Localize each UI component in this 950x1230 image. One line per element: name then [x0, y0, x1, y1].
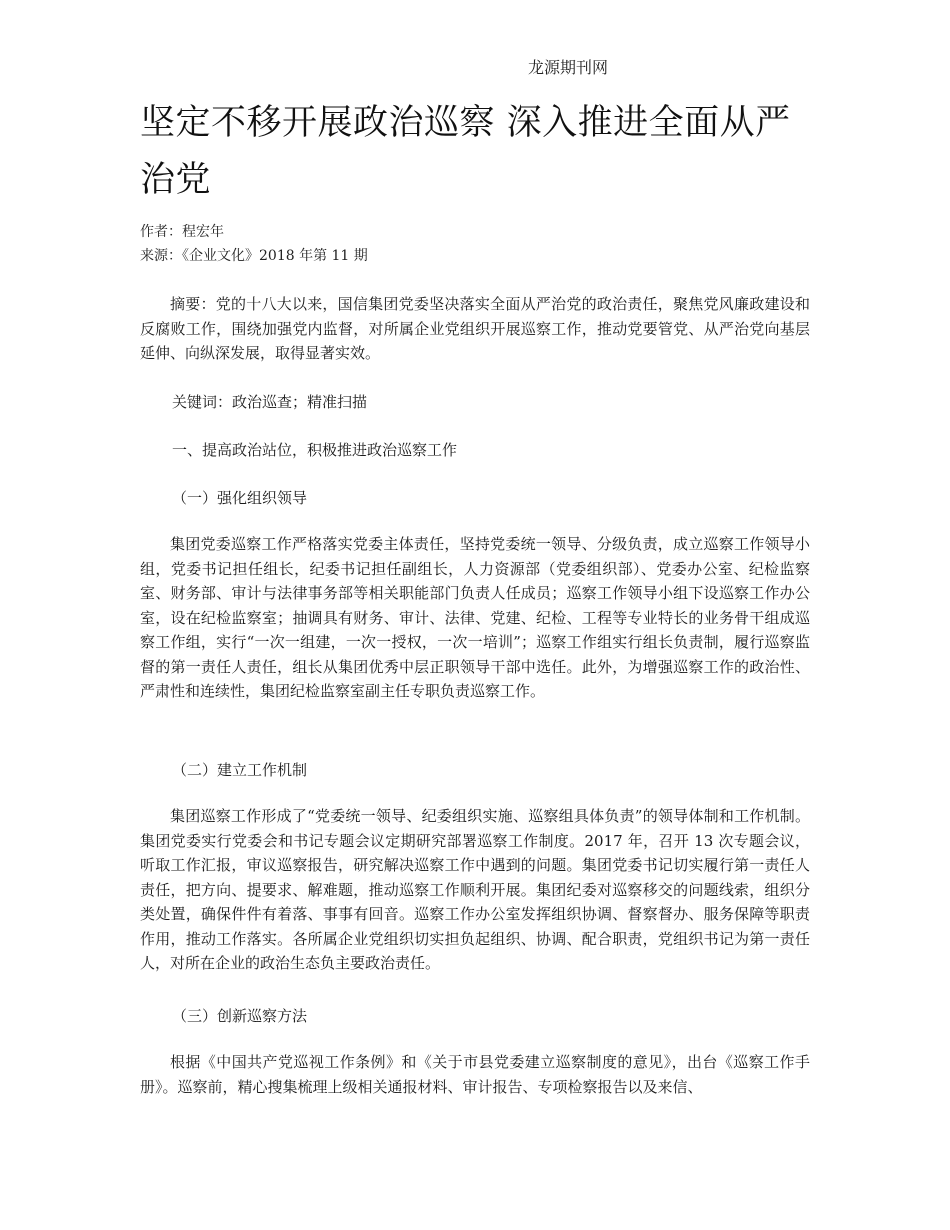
- article-source: 来源：《企业文化》2018 年第 11 期: [140, 248, 368, 264]
- subsection-heading-1: （一）强化组织领导: [172, 489, 308, 507]
- keywords: 关键词：政治巡查；精准扫描: [172, 393, 368, 411]
- article-title: 坚定不移开展政治巡察 深入推进全面从严治党: [140, 103, 791, 200]
- body-paragraph-3: 根据《中国共产党巡视工作条例》和《关于市县党委建立巡察制度的意见》，出台《巡察工作手册》。巡察前，精心搜集梳理上级相关通报材料、审计报告、专项检察报告以及来信、: [140, 1053, 810, 1096]
- article-author: 作者：程宏年: [140, 224, 224, 240]
- body-paragraph-2: 集团巡察工作形成了“党委统一领导、纪委组织实施、巡察组具体负责”的领导体制和工作机制。集团党委实行党委会和书记专题会议定期研究部署巡察工作制度。2017 年，召开 13 次专题会议，听取工作汇报，审议巡察报告，研究解决巡察工作中遇到的问题。集团党委书记切实履行第一责任人责任，把方向、提要求、解难题，推动巡察工作顺利开展。集团纪委对巡察移交的问题线索，组织分类处置，确保件件有着落、事事有回音。巡察工作办公室发挥组织协调、督察督办、服务保障等职责作用，推动工作落实。各所属企业党组织切实担负起组织、协调、配合职责，党组织书记为第一责任人，对所在企业的政治生态负主要政治责任。: [140, 807, 810, 972]
- subsection-heading-2: （二）建立工作机制: [172, 761, 308, 779]
- section-heading-1: 一、提高政治站位，积极推进政治巡察工作: [172, 441, 458, 459]
- abstract-paragraph: 摘要：党的十八大以来，国信集团党委坚决落实全面从严治党的政治责任，聚焦党风廉政建设和反腐败工作，围绕加强党内监督，对所属企业党组织开展巡察工作，推动党要管党、从严治党向基层延伸、向纵深发展，取得显著实效。: [140, 295, 810, 362]
- site-name: 龙源期刊网: [528, 58, 609, 77]
- body-paragraph-1: 集团党委巡察工作严格落实党委主体责任，坚持党委统一领导、分级负责，成立巡察工作领导小组，党委书记担任组长，纪委书记担任副组长，人力资源部（党委组织部）、党委办公室、纪检监察室、财务部、审计与法律事务部等相关职能部门负责人任成员；巡察工作领导小组下设巡察工作办公室，设在纪检监察室；抽调具有财务、审计、法律、党建、纪检、工程等专业特长的业务骨干组成巡察工作组，实行“一次一组建，一次一授权，一次一培训”；巡察工作组实行组长负责制，履行巡察监督的第一责任人责任，组长从集团优秀中层正职领导干部中选任。此外，为增强巡察工作的政治性、严肃性和连续性，集团纪检监察室副主任专职负责巡察工作。: [140, 535, 810, 700]
- subsection-heading-3: （三）创新巡察方法: [172, 1007, 308, 1025]
